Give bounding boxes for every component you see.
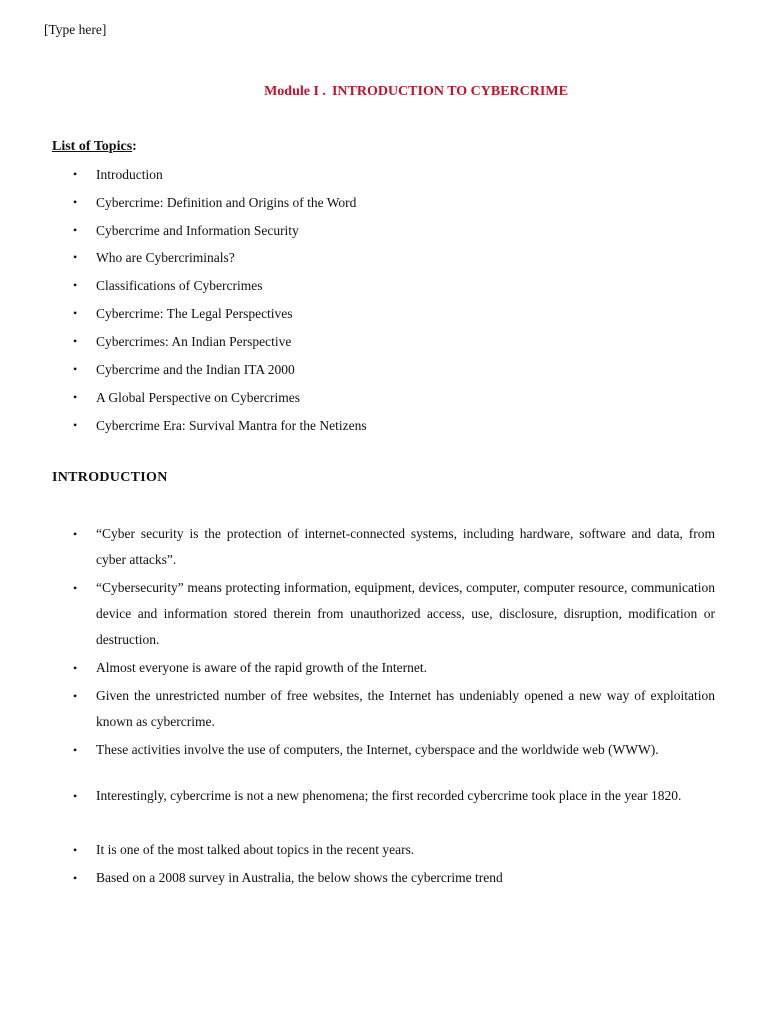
- bullet-icon: •: [73, 661, 78, 675]
- bullet-icon: •: [73, 689, 78, 703]
- bullet-icon: •: [73, 581, 78, 595]
- list-item-text: Cybercrime: Definition and Origins of the Word: [96, 195, 357, 210]
- list-item-text: Based on a 2008 survey in Australia, the below shows the cybercrime trend: [96, 870, 503, 885]
- list-item-text: Cybercrime and the Indian ITA 2000: [96, 362, 295, 377]
- bullet-icon: •: [73, 223, 78, 237]
- bullet-icon: •: [73, 418, 78, 432]
- bullet-icon: •: [73, 843, 78, 857]
- bullet-icon: •: [73, 390, 78, 404]
- module-number: Module I .: [264, 84, 326, 99]
- module-name: INTRODUCTION TO CYBERCRIME: [331, 84, 568, 99]
- list-item-text: “Cybersecurity” means protecting information, equipment, devices, computer, computer resource, communication device and information stored therein from unauthorized access, use, disclosure, disruption, modification or destruction.: [96, 580, 715, 647]
- bullet-icon: •: [73, 334, 78, 348]
- bullet-icon: •: [73, 195, 78, 209]
- topics-heading-colon: :: [132, 139, 137, 154]
- bullet-icon: •: [73, 743, 78, 757]
- list-item: [73, 306, 293, 326]
- section-heading-introduction: INTRODUCTION: [52, 470, 168, 485]
- bullet-icon: •: [73, 306, 78, 320]
- list-item: [73, 278, 263, 298]
- list-item-text: It is one of the most talked about topics in the recent years.: [96, 842, 415, 857]
- list-item-text: Cybercrime and Information Security: [96, 223, 299, 238]
- list-item: [73, 167, 163, 187]
- list-item-text: Who are Cybercriminals?: [96, 250, 235, 265]
- list-item-text: A Global Perspective on Cybercrimes: [96, 390, 300, 405]
- bullet-icon: •: [73, 167, 78, 181]
- list-item-text: Cybercrimes: An Indian Perspective: [96, 334, 292, 349]
- list-item-text: Cybercrime Era: Survival Mantra for the Netizens: [96, 418, 367, 433]
- bullet-icon: •: [73, 250, 78, 264]
- module-title: [0, 84, 768, 100]
- list-item: [73, 575, 715, 653]
- list-item: [73, 223, 299, 243]
- list-item: [73, 334, 292, 354]
- list-item-text: “Cyber security is the protection of internet-connected systems, including hardware, software and data, from cyber attacks”.: [96, 526, 715, 567]
- list-item: [73, 195, 357, 215]
- list-item-text: Almost everyone is aware of the rapid growth of the Internet.: [96, 660, 428, 675]
- bullet-icon: •: [73, 789, 78, 803]
- bullet-icon: •: [73, 278, 78, 292]
- list-item: [73, 250, 235, 270]
- list-item: [73, 865, 715, 891]
- list-item: [73, 418, 367, 438]
- list-item: [73, 837, 715, 863]
- bullet-icon: •: [73, 871, 78, 885]
- header-placeholder: [Type here]: [44, 22, 107, 37]
- list-item: [73, 783, 715, 809]
- list-item-text: Introduction: [96, 167, 163, 182]
- list-item: [73, 683, 715, 735]
- topics-heading: [52, 139, 137, 155]
- list-item-text: Interestingly, cybercrime is not a new phenomena; the first recorded cybercrime took place in the year 1820.: [96, 788, 682, 803]
- topics-heading-label: List of Topics: [52, 139, 133, 154]
- list-item: [73, 362, 295, 382]
- bullet-icon: •: [73, 527, 78, 541]
- bullet-icon: •: [73, 362, 78, 376]
- list-item-text: Given the unrestricted number of free websites, the Internet has undeniably opened a new way of exploitation known as cybercrime.: [96, 688, 715, 729]
- list-item-text: These activities involve the use of computers, the Internet, cyberspace and the worldwide web (WWW).: [96, 742, 659, 757]
- list-item: [73, 390, 300, 410]
- list-item-text: Classifications of Cybercrimes: [96, 278, 263, 293]
- list-item: [73, 741, 715, 759]
- list-item: [73, 655, 715, 681]
- list-item-text: Cybercrime: The Legal Perspectives: [96, 306, 293, 321]
- list-item: [73, 521, 715, 573]
